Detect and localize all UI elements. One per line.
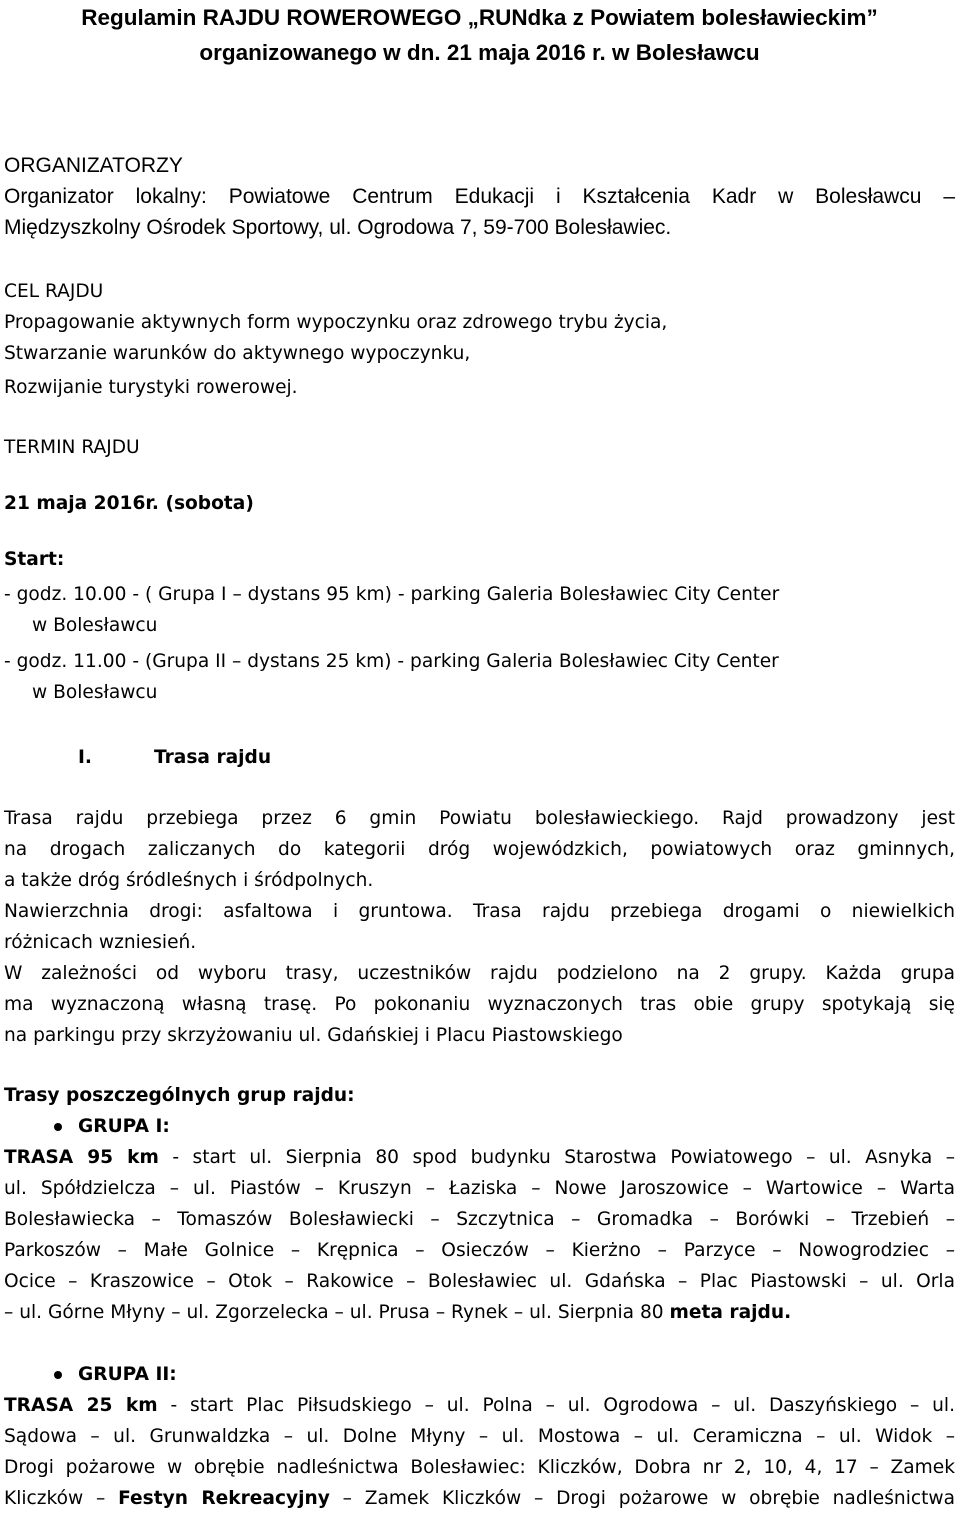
route-line: ma wyznaczoną własną trasę. Po pokonaniu wyznaczonych tras obie grupy spotykają się [4, 994, 955, 1015]
start-label: Start: [4, 549, 65, 570]
group-2-route-line: Drogi pożarowe w obrębie nadleśnictwa Bolesławiec: Kliczków, Dobra nr 2, 10, 4, 17 – Zamek [4, 1457, 955, 1478]
document-page [4, 0, 955, 1509]
start-line: - godz. 11.00 - (Grupa II – dystans 25 km) - parking Galeria Bolesławiec City Center [4, 651, 779, 672]
date-value: 21 maja 2016r. (sobota) [4, 493, 254, 514]
route-paragraph [4, 896, 955, 958]
route-line: Nawierzchnia drogi: asfaltowa i gruntowa. Trasa rajdu przebiega drogami o niewielkich [4, 901, 955, 922]
group-2-label [4, 1359, 955, 1390]
group-1-route-last-line [4, 1297, 955, 1328]
group-1-route-line [4, 1142, 955, 1173]
group-2-route-line [4, 1390, 955, 1421]
route-line: na parkingu przy skrzyżowaniu ul. Gdańskiej i Placu Piastowskiego [4, 1025, 623, 1046]
group-1-finish: meta rajdu. [669, 1302, 792, 1323]
start-line-location: w Bolesławcu [32, 682, 158, 703]
start-line: - godz. 10.00 - ( Grupa I – dystans 95 km) - parking Galeria Bolesławiec City Center [4, 584, 780, 605]
group-2-festival: Festyn Rekreacyjny [118, 1488, 330, 1509]
date-heading: TERMIN RAJDU [4, 437, 140, 458]
group-1-label-text: GRUPA I: [78, 1116, 170, 1137]
goal-item: Stwarzanie warunków do aktywnego wypoczynku, [4, 343, 471, 364]
route-line: na drogach zaliczanych do kategorii dróg wojewódzkich, powiatowych oraz gminnych, [4, 839, 955, 860]
bullet-icon [54, 1123, 62, 1131]
organizers-section [4, 150, 955, 243]
goal-item: Propagowanie aktywnych form wypoczynku oraz zdrowego trybu życia, [4, 312, 668, 333]
route-line: W zależności od wyboru trasy, uczestników rajdu podzielono na 2 grupy. Każda grupa [4, 963, 955, 984]
start-line-location: w Bolesławcu [32, 615, 158, 636]
group-1-route-start: - start ul. Sierpnia 80 spod budynku Starostwa Powiatowego – ul. Asnyka – [158, 1147, 955, 1168]
route-line: Trasa rajdu przebiega przez 6 gmin Powiatu bolesławieckiego. Rajd prowadzony jest [4, 808, 955, 829]
route-paragraph [4, 803, 955, 896]
route-heading [4, 742, 955, 773]
route-section [4, 742, 955, 1051]
group-2-route-label: TRASA 25 km [4, 1395, 158, 1416]
route-numeral: I. [78, 747, 92, 768]
bullet-icon [54, 1371, 62, 1379]
organizers-line-1: Organizator lokalny: Powiatowe Centrum Edukacji i Kształcenia Kadr w Bolesławcu – [4, 185, 955, 208]
goal-section [4, 276, 955, 403]
goal-item: Rozwijanie turystyki rowerowej. [4, 377, 298, 398]
title-line-1: Regulamin RAJDU ROWEROWEGO „RUNdka z Powiatem bolesławieckim” [81, 5, 878, 30]
group-2-route-text: Kliczków – [4, 1488, 119, 1509]
group-1-route-label: TRASA 95 km [4, 1147, 159, 1168]
date-section [4, 432, 955, 708]
groups-heading: Trasy poszczególnych grup rajdu: [4, 1085, 355, 1106]
group-1-route-end: – ul. Górne Młyny – ul. Zgorzelecka – ul. Prusa – Rynek – ul. Sierpnia 80 [4, 1302, 670, 1323]
document-title [4, 0, 955, 70]
group-1-route-line: Ocice – Kraszowice – Otok – Rakowice – Bolesławiec ul. Gdańska – Plac Piastowski – ul. Orla [4, 1271, 955, 1292]
route-heading-text: Trasa rajdu [154, 747, 272, 768]
organizers-heading: ORGANIZATORZY [4, 154, 183, 177]
group-2-route-line [4, 1483, 955, 1514]
group-1-route-line: ul. Spółdzielcza – ul. Piastów – Kruszyn – Łaziska – Nowe Jaroszowice – Wartowice – Warta [4, 1178, 955, 1199]
route-line: różnicach wzniesień. [4, 932, 197, 953]
organizers-line-2: Międzyszkolny Ośrodek Sportowy, ul. Ogrodowa 7, 59-700 Bolesławiec. [4, 216, 672, 239]
groups-section [4, 1080, 955, 1514]
goal-heading: CEL RAJDU [4, 281, 104, 302]
group-2-route-line: Sądowa – ul. Grunwaldzka – ul. Dolne Młyny – ul. Mostowa – ul. Ceramiczna – ul. Widok – [4, 1426, 955, 1447]
route-paragraph [4, 958, 955, 1051]
group-2-route-text: – Zamek Kliczków – Drogi pożarowe w obrębie nadleśnictwa [329, 1488, 955, 1509]
title-line-2: organizowanego w dn. 21 maja 2016 r. w Bolesławcu [199, 40, 760, 65]
group-1-route-line: Bolesławiecka – Tomaszów Bolesławiecki – Szczytnica – Gromadka – Borówki – Trzebień – [4, 1209, 955, 1230]
group-2-route-start: - start Plac Piłsudskiego – ul. Polna – ul. Ogrodowa – ul. Daszyńskiego – ul. [157, 1395, 955, 1416]
group-1-route-line: Parkoszów – Małe Golnice – Krępnica – Osieczów – Kierżno – Parzyce – Nowogrodziec – [4, 1240, 955, 1261]
route-line: a także dróg śródleśnych i śródpolnych. [4, 870, 374, 891]
group-2-label-text: GRUPA II: [78, 1364, 177, 1385]
group-1-label [4, 1111, 955, 1142]
